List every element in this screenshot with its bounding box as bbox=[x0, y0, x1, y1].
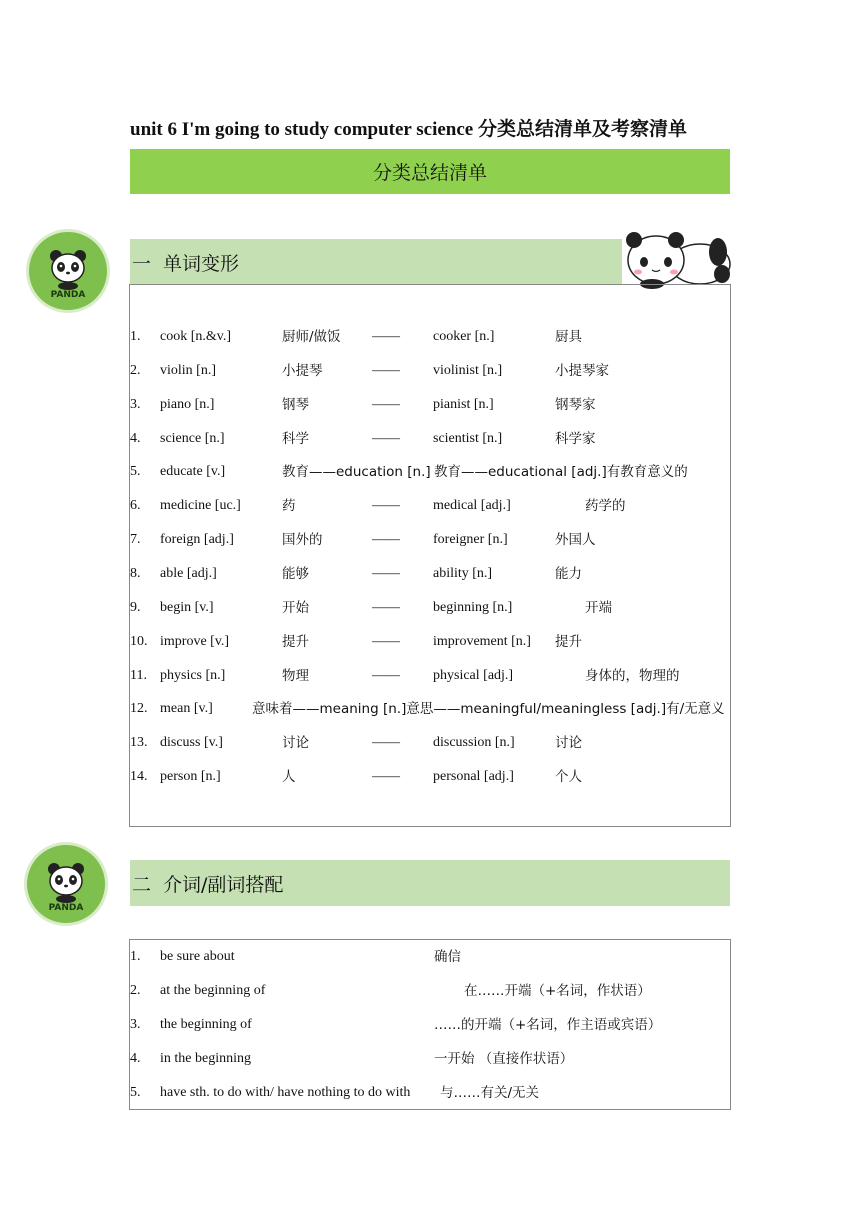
cell-text: foreign [adj.] bbox=[160, 532, 234, 547]
cell-text: 一开始 （直接作状语） bbox=[434, 1051, 574, 1067]
cell-text: 与……有关/无关 bbox=[440, 1085, 540, 1101]
word-forms-box bbox=[129, 284, 731, 827]
cell-text: cooker [n.] bbox=[433, 329, 495, 344]
panda-icon bbox=[46, 246, 90, 290]
cell-text: foreigner [n.] bbox=[433, 532, 508, 547]
table-row bbox=[130, 455, 730, 489]
cell-text: 确信 bbox=[434, 949, 461, 965]
table-row bbox=[130, 354, 730, 388]
cell-text: 国外的 bbox=[282, 532, 323, 548]
cell-text: scientist [n.] bbox=[433, 431, 503, 446]
cell-text: mean [v.] bbox=[160, 701, 213, 716]
section-title: 介词/副词搭配 bbox=[163, 873, 284, 896]
table-row bbox=[130, 974, 730, 1008]
cell-text: 13. bbox=[130, 735, 148, 750]
cell-text: 在……开端（+名词，作状语） bbox=[464, 983, 651, 999]
cell-text: person [n.] bbox=[160, 769, 221, 784]
table-row bbox=[130, 1042, 730, 1076]
cell-text: able [adj.] bbox=[160, 566, 217, 581]
cell-text: 11. bbox=[130, 668, 147, 683]
cell-text: 提升 bbox=[555, 634, 582, 650]
cell-text: violinist [n.] bbox=[433, 363, 503, 378]
cell-text: begin [v.] bbox=[160, 600, 214, 615]
cell-text: 能力 bbox=[555, 566, 582, 582]
section-heading-1 bbox=[130, 239, 622, 285]
cell-text: medicine [uc.] bbox=[160, 498, 241, 513]
cell-text: 9. bbox=[130, 600, 141, 615]
cell-text: ability [n.] bbox=[433, 566, 493, 581]
table-row bbox=[130, 557, 730, 591]
cell-text: 厨具 bbox=[555, 329, 582, 345]
cell-text: have sth. to do with/ have nothing to do with bbox=[160, 1085, 411, 1100]
cell-text: improvement [n.] bbox=[433, 634, 531, 649]
cell-text: at the beginning of bbox=[160, 983, 266, 998]
cell-text: 科学家 bbox=[555, 431, 596, 447]
badge-label: PANDA bbox=[48, 903, 84, 913]
cell-text: 提升 bbox=[282, 634, 309, 650]
cell-text: 教育——education [n.] bbox=[282, 464, 431, 480]
cell-text: 1. bbox=[130, 329, 141, 344]
cell-text: piano [n.] bbox=[160, 397, 215, 412]
cell-text: 6. bbox=[130, 498, 141, 513]
badge-label: PANDA bbox=[50, 290, 86, 300]
cell-text: medical [adj.] bbox=[433, 498, 511, 513]
cell-text: cook [n.&v.] bbox=[160, 329, 232, 344]
cell-text: 小提琴家 bbox=[555, 363, 609, 379]
table-row bbox=[130, 940, 730, 974]
cell-text: —— bbox=[372, 397, 400, 412]
table-row bbox=[130, 659, 730, 693]
cell-text: —— bbox=[372, 634, 400, 649]
table-row bbox=[130, 320, 730, 354]
table-row bbox=[130, 726, 730, 760]
cell-text: 人 bbox=[282, 769, 296, 785]
table-row bbox=[130, 625, 730, 659]
cell-text: —— bbox=[372, 363, 400, 378]
cell-text: 开端 bbox=[585, 600, 612, 616]
cell-text: 4. bbox=[130, 1051, 141, 1066]
cell-text: be sure about bbox=[160, 949, 235, 964]
cell-text: discuss [v.] bbox=[160, 735, 223, 750]
cell-text: 7. bbox=[130, 532, 141, 547]
cell-text: 1. bbox=[130, 949, 141, 964]
cell-text: physics [n.] bbox=[160, 668, 226, 683]
cell-text: —— bbox=[372, 735, 400, 750]
cell-text: physical [adj.] bbox=[433, 668, 514, 683]
cell-text: 能够 bbox=[282, 566, 309, 582]
cell-text: —— bbox=[372, 532, 400, 547]
table-row bbox=[130, 760, 730, 794]
table-row bbox=[130, 388, 730, 422]
page-title: unit 6 I'm going to study computer science 分类总结清单及考察清单 bbox=[130, 119, 687, 140]
cell-text: —— bbox=[372, 668, 400, 683]
cell-text: 2. bbox=[130, 983, 141, 998]
lying-panda-icon bbox=[622, 228, 732, 290]
panda-badge bbox=[26, 229, 110, 313]
cell-text: 钢琴 bbox=[282, 397, 309, 413]
cell-text: 14. bbox=[130, 769, 148, 784]
cell-text: beginning [n.] bbox=[433, 600, 513, 615]
cell-text: 12. bbox=[130, 701, 148, 716]
section-number: 一 bbox=[132, 252, 152, 275]
cell-text: 4. bbox=[130, 431, 141, 446]
panda-icon bbox=[44, 859, 88, 903]
cell-text: —— bbox=[372, 498, 400, 513]
cell-text: 意味着——meaning [n.]意思——meaningful/meaningless [adj.]有/无意义 bbox=[252, 701, 725, 717]
cell-text: ……的开端（+名词，作主语或宾语） bbox=[434, 1017, 662, 1033]
panda-badge bbox=[24, 842, 108, 926]
cell-text: in the beginning bbox=[160, 1051, 251, 1066]
cell-text: 讨论 bbox=[555, 735, 582, 751]
cell-text: 厨师/做饭 bbox=[282, 329, 341, 345]
cell-text: 钢琴家 bbox=[555, 397, 596, 413]
cell-text: 5. bbox=[130, 464, 141, 479]
cell-text: 身体的，物理的 bbox=[585, 668, 680, 684]
cell-text: 2. bbox=[130, 363, 141, 378]
cell-text: 8. bbox=[130, 566, 141, 581]
cell-text: 开始 bbox=[282, 600, 309, 616]
section-number: 二 bbox=[132, 873, 152, 896]
cell-text: 小提琴 bbox=[282, 363, 323, 379]
cell-text: discussion [n.] bbox=[433, 735, 515, 750]
cell-text: personal [adj.] bbox=[433, 769, 514, 784]
summary-banner: 分类总结清单 bbox=[130, 149, 730, 194]
table-row bbox=[130, 523, 730, 557]
cell-text: pianist [n.] bbox=[433, 397, 494, 412]
section-heading-2 bbox=[130, 860, 730, 906]
cell-text: —— bbox=[372, 431, 400, 446]
table-row bbox=[130, 1008, 730, 1042]
collocations-box bbox=[129, 939, 731, 1110]
cell-text: 药学的 bbox=[585, 498, 626, 514]
cell-text: 物理 bbox=[282, 668, 309, 684]
cell-text: —— bbox=[372, 566, 400, 581]
cell-text: 外国人 bbox=[555, 532, 596, 548]
cell-text: educate [v.] bbox=[160, 464, 226, 479]
cell-text: 讨论 bbox=[282, 735, 309, 751]
cell-text: 5. bbox=[130, 1085, 141, 1100]
cell-text: improve [v.] bbox=[160, 634, 230, 649]
cell-text: —— bbox=[372, 329, 400, 344]
cell-text: 药 bbox=[282, 498, 296, 514]
table-row bbox=[130, 1076, 730, 1110]
cell-text: 3. bbox=[130, 397, 141, 412]
cell-text: the beginning of bbox=[160, 1017, 252, 1032]
table-row bbox=[130, 591, 730, 625]
cell-text: science [n.] bbox=[160, 431, 225, 446]
cell-text: 个人 bbox=[555, 769, 582, 785]
cell-text: 教育——educational [adj.]有教育意义的 bbox=[434, 464, 688, 480]
table-row bbox=[130, 422, 730, 456]
cell-text: 科学 bbox=[282, 431, 309, 447]
cell-text: 10. bbox=[130, 634, 148, 649]
cell-text: —— bbox=[372, 600, 400, 615]
table-row bbox=[130, 489, 730, 523]
cell-text: 3. bbox=[130, 1017, 141, 1032]
cell-text: violin [n.] bbox=[160, 363, 216, 378]
cell-text: —— bbox=[372, 769, 400, 784]
table-row bbox=[130, 692, 730, 726]
section-title: 单词变形 bbox=[163, 252, 240, 275]
